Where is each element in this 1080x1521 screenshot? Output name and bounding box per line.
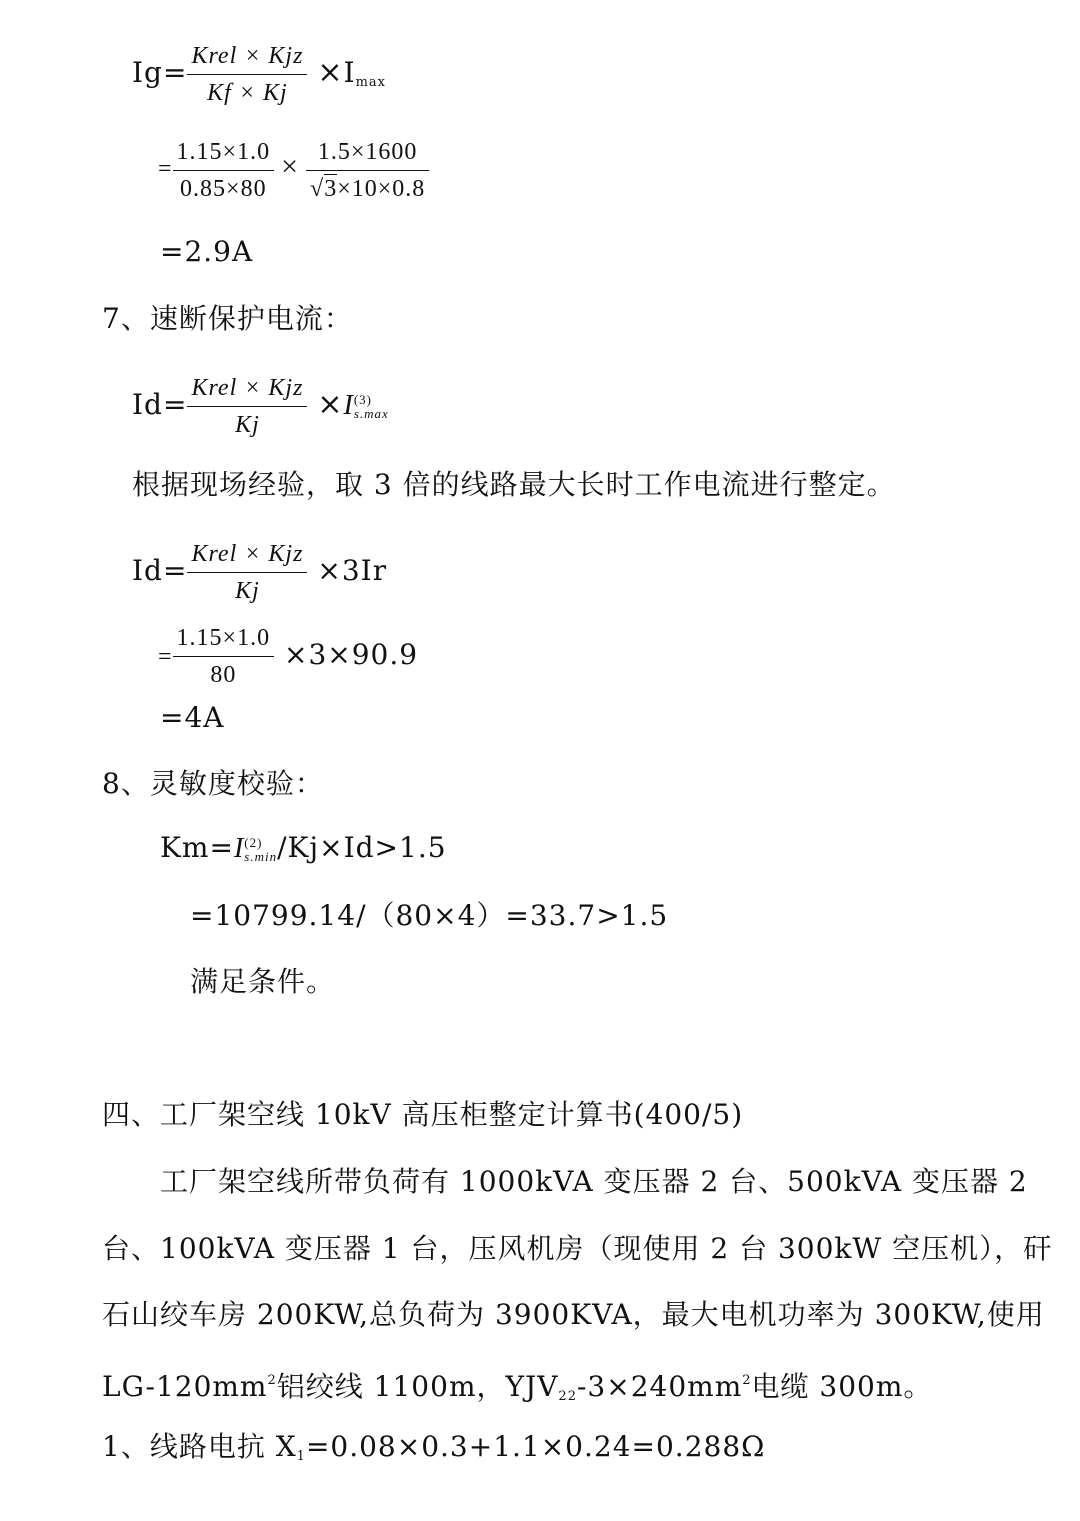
times-sign: × [281,150,300,184]
id2-fraction [187,538,307,607]
para-4-line-3: 石山绞车房 200KW,总负荷为 3900KVA，最大电机功率为 300KW,使用 [102,1298,1045,1331]
para-4-line-2: 台、100kVA 变压器 1 台，压风机房（现使用 2 台 300kW 空压机），矸 [102,1232,1053,1265]
km-rest: /Kj×Id>1.5 [277,831,447,864]
ig-imax-sub: max [355,75,386,90]
id1-lhs: Id= [132,388,188,421]
id2-result: =4A [160,701,225,734]
frac2-numerator: 1.5×1600 [306,136,429,171]
id1-fraction [187,372,307,441]
km-i: I [233,833,245,864]
ig-numerator: Krel × Kjz [187,40,307,75]
id2-denominator: Kj [235,578,260,604]
frac1-denominator: 0.85×80 [180,176,267,202]
line4-c: -3×240mm [576,1370,743,1403]
id1-denominator: Kj [235,412,260,438]
item1-sub: 1 [296,1449,306,1464]
km-scripts [244,836,277,864]
frac1-numerator: 1.15×1.0 [173,136,275,171]
times-sign: × [317,387,344,422]
id-formula-2 [132,538,387,607]
ig-values-frac2 [306,136,429,205]
ig-values [158,136,429,205]
item1-b: =0.08×0.3+1.1×0.24=0.288Ω [305,1430,766,1463]
ig-formula [132,40,386,109]
id1-scripts [354,393,389,421]
item-1-line-reactance [102,1431,765,1473]
para-4-line-4 [102,1365,932,1413]
para-experience: 根据现场经验，取 3 倍的线路最大长时工作电流进行整定。 [132,468,896,501]
id2-values-denominator: 80 [210,662,237,688]
id1-numerator: Krel × Kjz [187,372,307,407]
frac2-denominator-rest: ×10×0.8 [337,176,426,202]
id-formula-1 [132,372,389,441]
id2-lhs: Id= [132,554,188,587]
line4-a-sup: 2 [267,1373,277,1388]
id1-sub: s.max [353,405,389,421]
km-values: =10799.14/（80×4）=33.7>1.5 [190,899,669,932]
ig-imax: I [343,56,356,89]
line4-c-sup: 2 [742,1373,752,1388]
id2-values [158,622,418,691]
ig-result: =2.9A [160,235,254,268]
line4-a: LG-120mm [102,1370,268,1403]
km-sub: s.min [244,848,278,864]
id2-values-fraction [173,622,275,691]
id1-sup: (3) [353,391,372,407]
id2-values-numerator: 1.15×1.0 [173,622,275,657]
ig-values-eq: = [158,156,173,183]
sqrt-radicand: 3 [324,176,338,202]
line4-b: 铝绞线 1100m，YJV [276,1370,559,1403]
times-sign: × [317,55,344,90]
ig-denominator: Kf × Kj [207,80,288,106]
line4-d: 电缆 300m。 [751,1370,933,1403]
km-lhs: Km= [160,831,234,864]
id2-tail: ×3Ir [317,554,388,587]
satisfied-text: 满足条件。 [190,965,336,998]
id1-i: I [343,390,354,421]
km-sup: (2) [244,834,263,850]
frac2-denominator: √3×10×0.8 [310,176,426,202]
ig-lhs: Ig= [132,56,188,89]
km-formula [160,832,447,865]
para-4-line-1: 工厂架空线所带负荷有 1000kVA 变压器 2 台、500kVA 变压器 2 [160,1165,1028,1198]
item1-a: 1、线路电抗 X [102,1430,297,1463]
ig-fraction [187,40,307,109]
section-4-title: 四、工厂架空线 10kV 高压柜整定计算书(400/5) [102,1098,744,1131]
heading-7: 7、速断保护电流： [102,302,353,335]
id2-values-tail: ×3×90.9 [284,638,419,671]
id2-numerator: Krel × Kjz [187,538,307,573]
ig-values-frac1 [173,136,275,205]
line4-b-sub: 22 [558,1389,577,1404]
heading-8: 8、灵敏度校验： [102,767,324,800]
id2-values-eq: = [158,644,173,670]
